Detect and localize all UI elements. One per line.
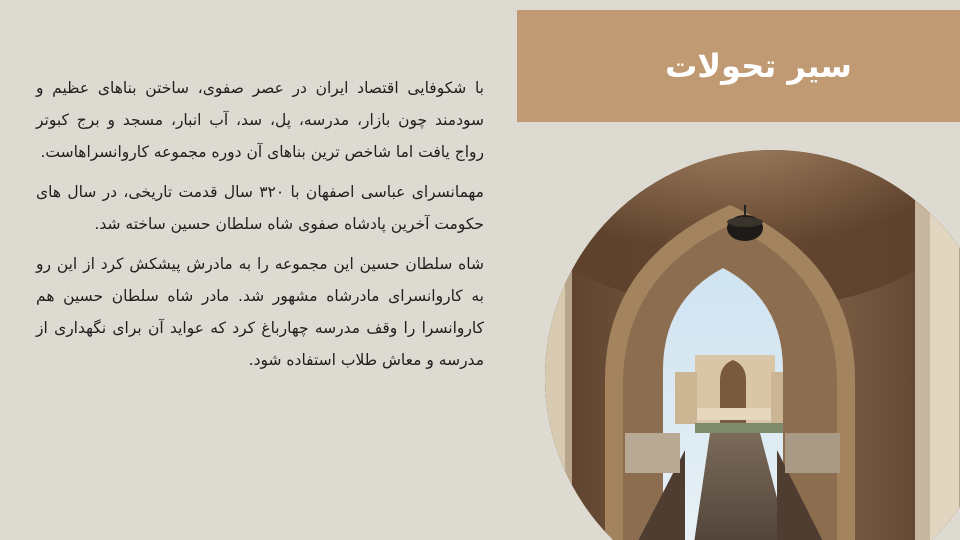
title-bar	[517, 10, 960, 122]
caravanserai-illustration	[545, 150, 960, 540]
paragraph-2: مهمانسرای عباسی اصفهان با ۳۲۰ سال قدمت تاریخی، در سال های حکومت آخرین پادشاه صفوی شاه سلطان حسین ساخته شد.	[36, 183, 484, 233]
paragraph-3: شاه سلطان حسین این مجموعه را به مادرش پیشکش کرد از این رو به کاروانسرای مادرشاه مشهور شد. مادر شاه سلطان حسین هم کاروانسرا را وقف مدرسه چهارباغ کرد که عواید آن برای نگهداری از مدرسه و معاش طلاب استفاده شود.	[36, 255, 484, 369]
caravanserai-photo	[545, 150, 960, 540]
slide-title: سیر تحولات	[665, 47, 852, 85]
paragraph-1: با شکوفایی اقتصاد ایران در عصر صفوی، ساختن بناهای عظیم و سودمند چون بازار، مدرسه، پل، سد، آب انبار، مسجد و برج کبوتر رواج یافت اما شاخص ترین بناهای آن دوره مجموعه کاروانسراهاست.	[36, 79, 484, 161]
body-text	[36, 72, 484, 384]
